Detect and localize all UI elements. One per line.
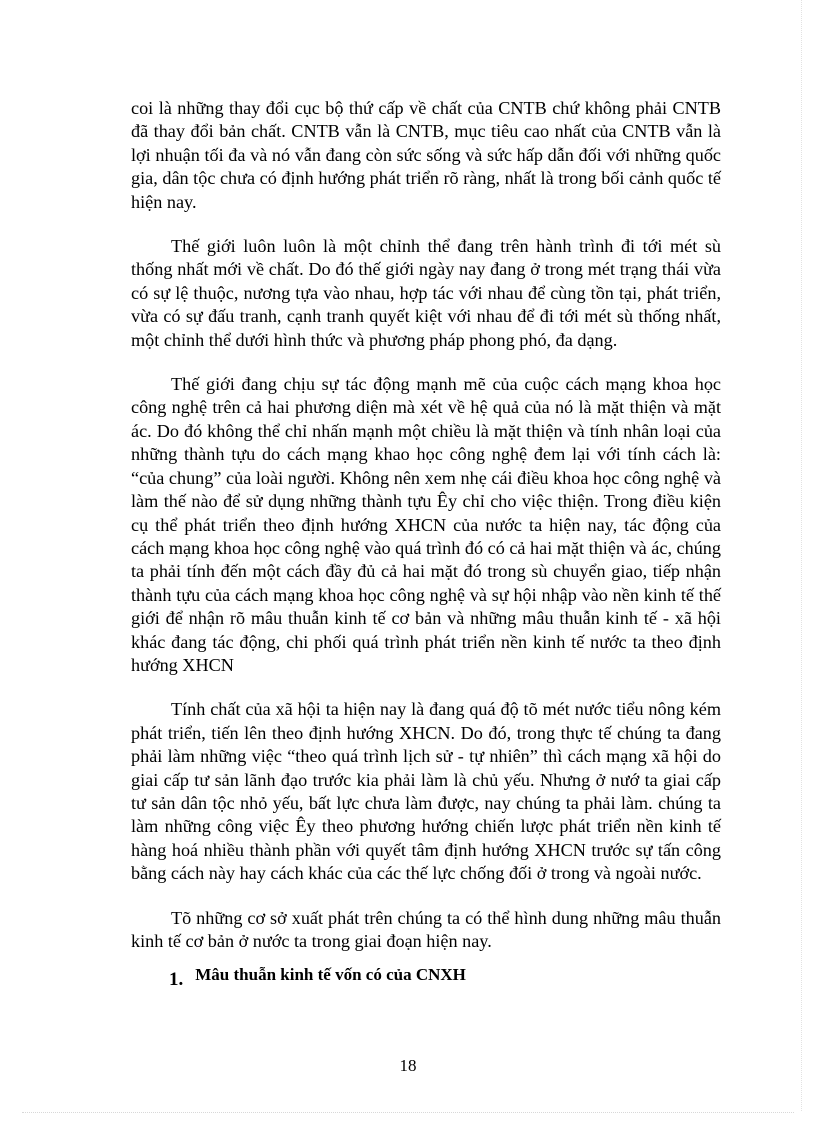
section-title: Mâu thuẫn kinh tế vốn có của CNXH	[195, 965, 466, 985]
paragraph-conclusion: Tõ những cơ sở xuất phát trên chúng ta có thể hình dung những mâu thuẫn kinh tế cơ bản ở nước ta trong giai đoạn hiện nay.	[131, 907, 721, 951]
page-body	[131, 97, 721, 991]
page-number: 18	[399, 1056, 417, 1075]
paragraph-continuation: coi là những thay đổi cục bộ thứ cấp về chất của CNTB chứ không phải CNTB đã thay đổi bản chất. CNTB vẫn là CNTB, mục tiêu cao nhất của CNTB vẫn là lợi nhuận tối đa và nó vẫn đang còn sức sống và sức hấp dẫn đối với những quốc gia, dân tộc chưa có định hướng phát triển rõ ràng, nhất là trong bối cảnh quốc tế hiện nay.	[131, 98, 721, 212]
section-heading	[169, 963, 721, 991]
footer-divider	[22, 1112, 794, 1113]
paragraph-society-transition: Tính chất của xã hội ta hiện nay là đang quá độ tõ mét nước tiểu nông kém phát triển, tiến lên theo định hướng XHCN. Do đó, trong thực tế chúng ta đang phải làm những việc “theo quá trình lịch sử - tự nhiên” thì cách mạng xã hội do giai cấp tư sản lãnh đạo trước kia phải làm là chủ yếu. Nhưng ở nướ ta giai cấp tư sản dân tộc nhỏ yếu, bất lực chưa làm được, nay chúng ta phải làm. chúng ta làm những công việc Êy theo phương hướng chiến lược phát triển nền kinh tế hàng hoá nhiều thành phần với quyết tâm định hướng XHCN trước sự tấn công bằng cách này hay cách khác của các thế lực chống đối ở trong và ngoài nước.	[131, 699, 721, 884]
paragraph-science-technology: Thế giới đang chịu sự tác động mạnh mẽ của cuộc cách mạng khoa học công nghệ trên cả hai phương diện mà xét về hệ quả của nó là mặt thiện và mặt ác. Do đó không thể chỉ nhấn mạnh một chiều là mặt thiện và tính nhân loại của những thành tựu do cách mạng khao học công nghệ đem lại với tính cách là: “của chung” của loài người. Không nên xem nhẹ cái điều khoa học công nghệ và làm thế nào để sử dụng những thành tựu Êy chỉ cho việc thiện. Trong điều kiện cụ thể phát triển theo định hướng XHCN của nước ta hiện nay, tác động của cách mạng khoa học công nghệ vào quá trình đó có cả hai mặt thiện và ác, chúng ta phải tính đến một cách đầy đủ cả hai mặt đó trong sù chuyển giao, tiếp nhận thành tựu của cách mạng khoa học công nghệ và sự hội nhập vào nền kinh tế thế giới để nhận rõ mâu thuẫn kinh tế cơ bản và những mâu thuẫn kinh tế - xã hội khác đang tác động, chi phối quá trình phát triển nền kinh tế nước ta theo định hướng XHCN	[131, 374, 721, 675]
section-number: 1.	[169, 969, 184, 991]
margin-guide	[801, 0, 802, 1111]
paragraph-world-unity: Thế giới luôn luôn là một chỉnh thể đang trên hành trình đi tới mét sù thống nhất mới về chất. Do đó thế giới ngày nay đang ở trong mét trạng thái vừa có sự lệ thuộc, nương tựa vào nhau, hợp tác với nhau để cùng tồn tại, phát triển, vừa có sự đấu tranh, cạnh tranh quyết kiệt với nhau để đi tới mét sù thống nhất, một chỉnh thể dưới hình thức và phương pháp phong phó, đa dạng.	[131, 236, 721, 350]
